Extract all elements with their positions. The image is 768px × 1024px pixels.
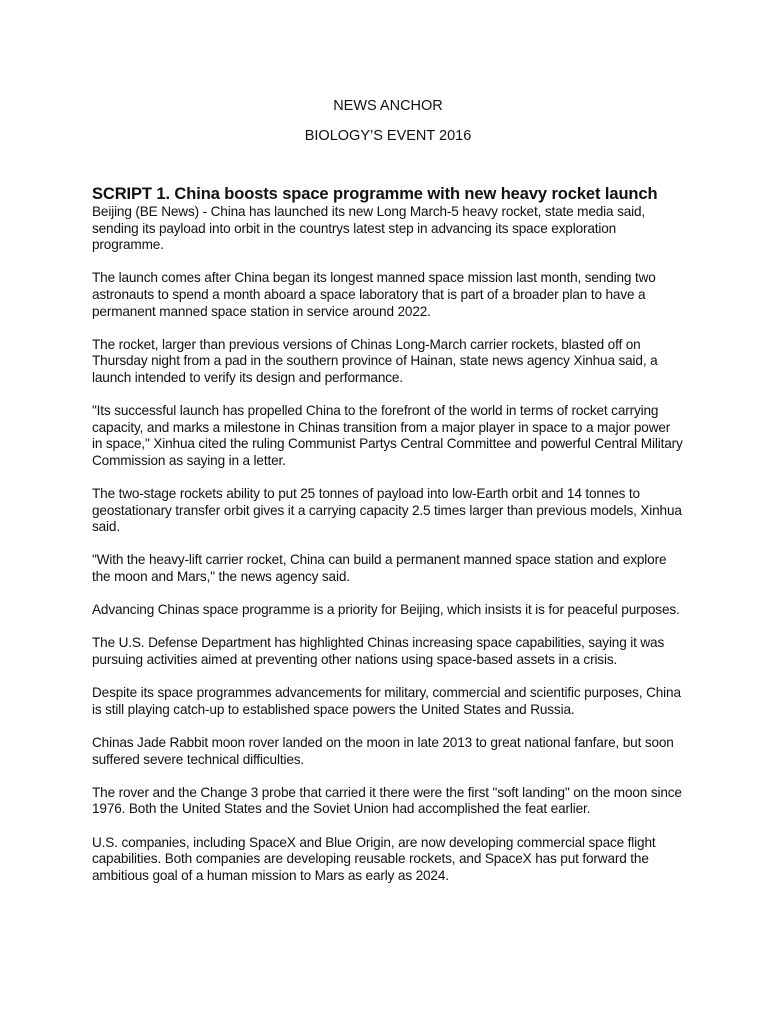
header-event-title: BIOLOGY’S EVENT 2016 <box>304 128 472 144</box>
document-page <box>92 97 684 901</box>
paragraph-5: The two-stage rockets ability to put 25 tonnes of payload into low-Earth orbit and 14 tonnes to geostationary transfer orbit gives it a carrying capacity 2.5 times larger than previous models, Xinhua said. <box>92 486 682 535</box>
paragraph-11: The rover and the Change 3 probe that carried it there were the first "soft landing" on the moon since 1976. Both the United States and the Soviet Union had accomplished the feat earlier. <box>92 784 682 817</box>
paragraph-7: Advancing Chinas space programme is a priority for Beijing, which insists it is for peaceful purposes. <box>92 602 680 618</box>
paragraph-4: "Its successful launch has propelled China to the forefront of the world in terms of rocket carrying capacity, and marks a milestone in Chinas transition from a major player in space to a major power in space," Xinhua cited the ruling Communist Partys Central Committee and powerful Central Military Commission as saying in a letter. <box>92 403 683 468</box>
paragraph-9: Despite its space programmes advancements for military, commercial and scientific purposes, China is still playing catch-up to established space powers the United States and Russia. <box>92 685 681 717</box>
paragraph-8: The U.S. Defense Department has highlighted Chinas increasing space capabilities, saying it was pursuing activities aimed at preventing other nations using space-based assets in a crisis. <box>92 635 665 668</box>
script-title: SCRIPT 1. China boosts space programme with new heavy rocket launch <box>92 185 658 203</box>
paragraph-2: The launch comes after China began its longest manned space mission last month, sending two astronauts to spend a month aboard a space laboratory that is part of a broader plan to have a permanent manned space station in service around 2022. <box>92 270 656 319</box>
paragraph-12: U.S. companies, including SpaceX and Blue Origin, are now developing commercial space flight capabilities. Both companies are developing reusable rockets, and SpaceX has put forward the ambitious goal of a human mission to Mars as early as 2024. <box>92 834 656 883</box>
header-news-anchor: NEWS ANCHOR <box>333 98 443 114</box>
paragraph-1: Beijing (BE News) - China has launched its new Long March-5 heavy rocket, state media said, sending its payload into orbit in the countrys latest step in advancing its space exploration programme. <box>92 204 646 253</box>
paragraph-3: The rocket, larger than previous versions of Chinas Long-March carrier rockets, blasted off on Thursday night from a pad in the southern province of Hainan, state news agency Xinhua said, a launch intended to verify its design and performance. <box>92 336 658 385</box>
paragraph-10: Chinas Jade Rabbit moon rover landed on the moon in late 2013 to great national fanfare, but soon suffered severe technical difficulties. <box>92 735 674 767</box>
paragraph-6: "With the heavy-lift carrier rocket, China can build a permanent manned space station and explore the moon and Mars," the news agency said. <box>92 552 667 585</box>
